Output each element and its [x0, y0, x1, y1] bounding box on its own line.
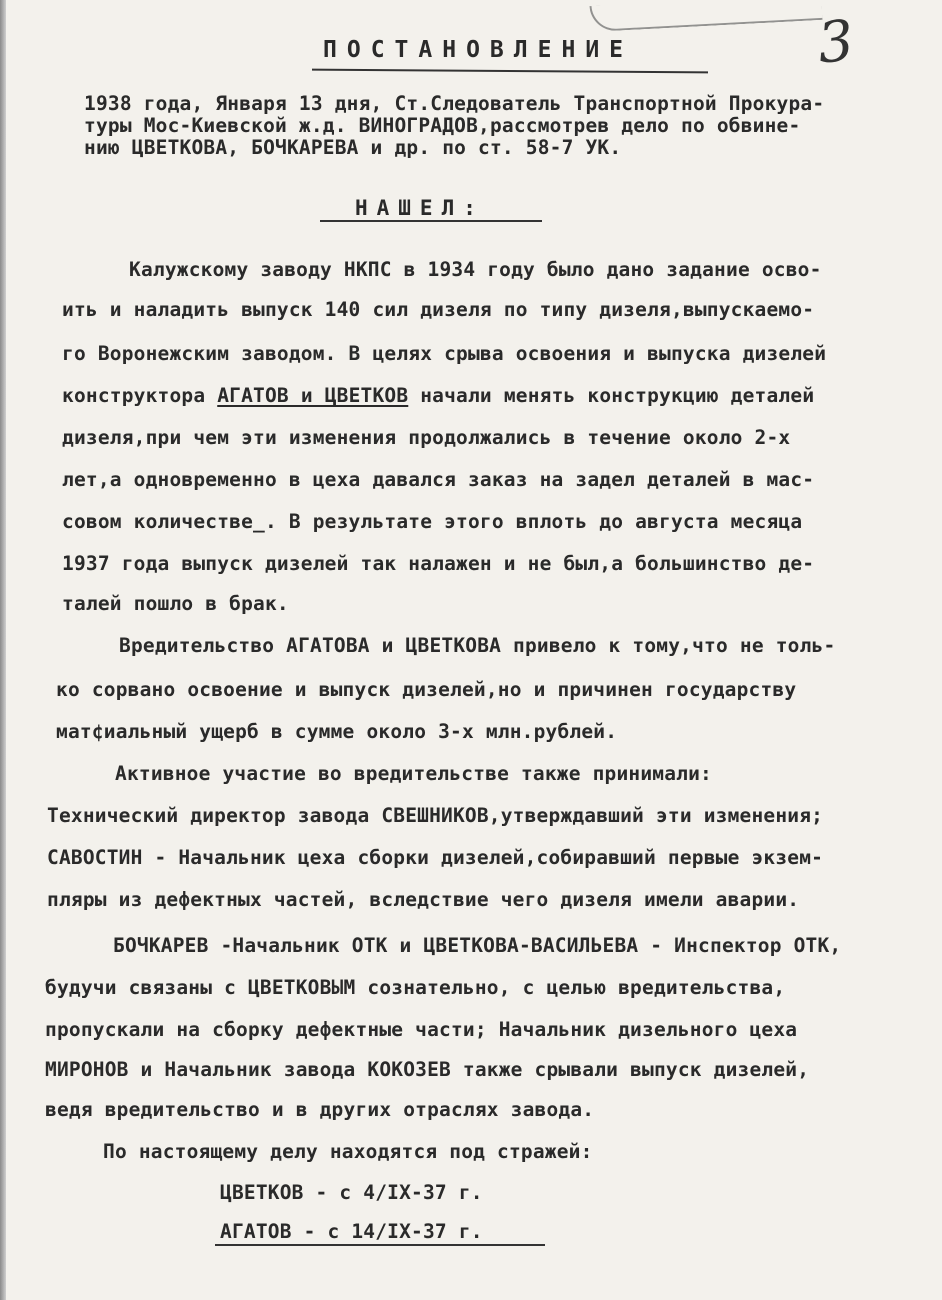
- p1-line-2: ить и наладить выпуск 140 сил дизеля по типу дизеля,выпускаемо-: [62, 298, 815, 321]
- p1-underlined-names: АГАТОВ и ЦВЕТКОВ: [217, 384, 409, 407]
- p3-line-4: пляры из дефектных частей, вследствие чего дизеля имели аварии.: [47, 888, 800, 911]
- p3-line-1: Активное участие во вредительстве также принимали:: [115, 762, 712, 785]
- p1-line-9: талей пошло в брак.: [62, 592, 289, 615]
- found-heading: НАШЕЛ:: [355, 196, 485, 220]
- custody-underline: [215, 1244, 545, 1246]
- p1-line-8: 1937 года выпуск дизелей так налажен и не был,а большинство де-: [62, 552, 815, 575]
- p1-line-5: дизеля,при чем эти изменения продолжались в течение около 2-х: [62, 426, 791, 449]
- p1-line-1: Калужскому заводу НКПС в 1934 году было дано задание осво-: [129, 258, 822, 281]
- page-number: 3: [814, 8, 857, 77]
- p4-line-3: пропускали на сборку дефектные части; Начальник дизельного цеха: [45, 1018, 798, 1041]
- scan-edge-shadow: [0, 0, 6, 1300]
- p2-line-3: мат¢иальный ущерб в сумме около 3-х млн.рублей.: [56, 720, 618, 743]
- p4-line-2: будучи связаны с ЦВЕТКОВЫМ сознательно, с целью вредительства,: [45, 976, 786, 999]
- top-handwritten-mark: [589, 0, 822, 32]
- p1-line-4-end: начали менять конструкцию деталей: [420, 384, 815, 407]
- p4-line-4: МИРОНОВ и Начальник завода КОКОЗЕВ также срывали выпуск дизелей,: [45, 1058, 810, 1081]
- p1-line-4: [62, 384, 814, 407]
- p4-line-5: ведя вредительство и в других отраслях завода.: [45, 1098, 595, 1121]
- p4-line-1: БОЧКАРЕВ -Начальник ОТК и ЦВЕТКОВА-ВАСИЛЬЕВА - Инспектор ОТК,: [113, 934, 842, 957]
- p3-line-3: САВОСТИН - Начальник цеха сборки дизелей,собиравший первые экзем-: [47, 846, 824, 869]
- custody-line-2: АГАТОВ - с 14/IX-37 г.: [220, 1220, 483, 1243]
- p1-line-3: го Воронежским заводом. В целях срыва освоения и выпуска дизелей: [62, 342, 827, 365]
- p2-line-2: ко сорвано освоение и выпуск дизелей,но и причинен государству: [56, 678, 797, 701]
- found-heading-underline: [320, 220, 542, 222]
- intro-line-3: нию ЦВЕТКОВА, БОЧКАРЕВА и др. по ст. 58-7 УК.: [84, 136, 622, 159]
- custody-line-1: ЦВЕТКОВ - с 4/IX-37 г.: [220, 1181, 483, 1204]
- intro-line-2: туры Мос-Киевской ж.д. ВИНОГРАДОВ,рассмотрев дело по обвине-: [84, 114, 801, 137]
- intro-line-1: 1938 года, Января 13 дня, Ст.Следователь Транспортной Прокура-: [84, 92, 825, 115]
- title-underline: [312, 69, 708, 74]
- document-title: ПОСТАНОВЛЕНИЕ: [323, 37, 634, 63]
- p1-line-4-start: конструктора: [62, 384, 206, 407]
- p1-line-6: лет,а одновременно в цеха давался заказ на задел деталей в мас-: [62, 468, 815, 491]
- p5-line-1: По настоящему делу находятся под стражей:: [103, 1140, 593, 1163]
- p1-line-7: совом количестве_. В результате этого вплоть до августа месяца: [62, 510, 803, 533]
- p2-line-1: Вредительство АГАТОВА и ЦВЕТКОВА привело к тому,что не толь-: [119, 634, 836, 657]
- p3-line-2: Технический директор завода СВЕШНИКОВ,утверждавший эти изменения;: [47, 804, 824, 827]
